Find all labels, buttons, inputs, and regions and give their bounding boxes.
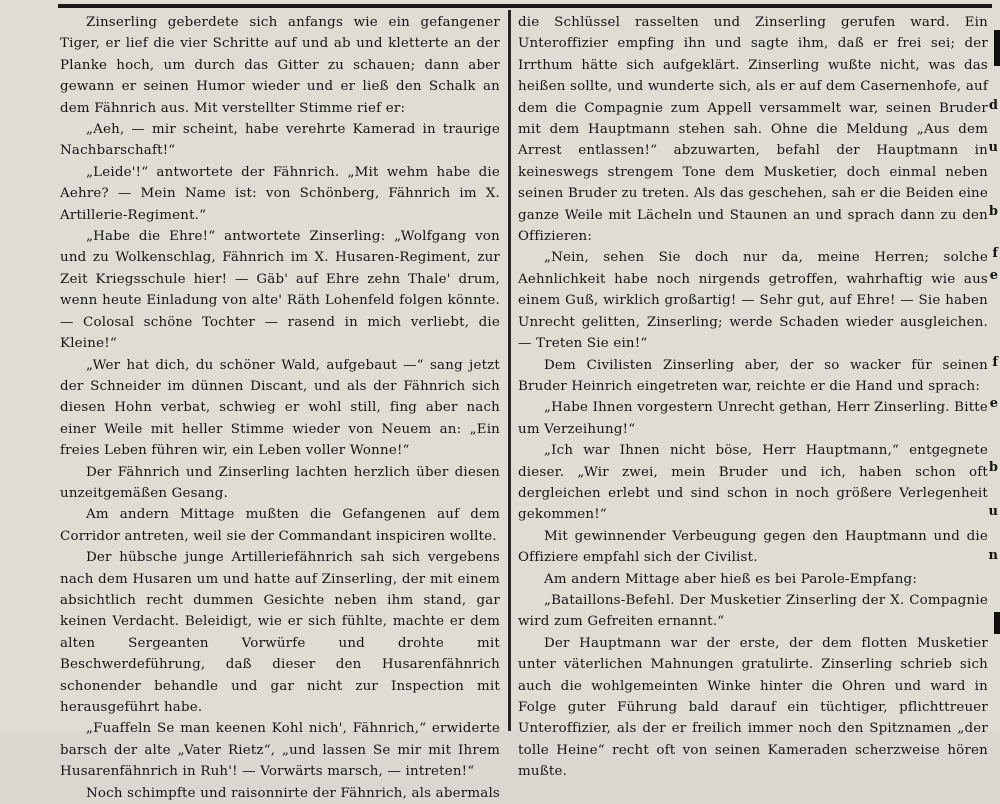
edge-letter: e (989, 396, 998, 411)
left-column (60, 12, 500, 801)
paragraph: „Leide'!“ antwortete der Fähnrich. „Mit wehm habe die Aehre? — Mein Name ist: von Schönberg, Fähnrich im X. Artillerie-Regiment.“ (60, 164, 500, 223)
top-rule (58, 4, 992, 8)
edge-mark (994, 612, 1000, 634)
edge-letter: b (988, 460, 998, 475)
column-rule (508, 10, 511, 731)
right-column (518, 12, 988, 780)
paragraph: „Habe die Ehre!“ antwortete Zinserling: „Wolfgang von und zu Wolkenschlag, Fähnrich im X. Husaren-Regiment, zur Zeit Kriegsschule hier! — Gäb' auf Ehre zehn Thale' drum, wenn heute Einladung von alte' Räth Lohenfeld folgen könnte. — Colosal schöne Tochter — rasend in mich verliebt, die Kleine!“ (60, 229, 500, 352)
paragraph: „Aeh, — mir scheint, habe verehrte Kamerad in traurige Nachbarschaft!“ (60, 122, 500, 159)
paragraph: „Wer hat dich, du schöner Wald, aufgebaut —“ sang jetzt der Schneider im dünnen Discant, und als der Fähnrich sich diesen Hohn verbat, schwieg er wohl still, fing aber nach einer Weile mit heller Stimme wieder von Neuem an: „Ein freies Leben führen wir, ein Leben voller Wonne!“ (60, 357, 500, 459)
paragraph: Dem Civilisten Zinserling aber, der so wacker für seinen Bruder Heinrich eingetreten war, reichte er die Hand und sprach: (518, 357, 988, 394)
edge-letter: u (988, 140, 998, 155)
paragraph: „Nein, sehen Sie doch nur da, meine Herren; solche Aehnlichkeit habe noch nirgends getroffen, wahrhaftig wie aus einem Guß, wirklich großartig! — Sehr gut, auf Ehre! — Sie haben Unrecht gelitten, Zinserling; werde Schaden wieder ausgleichen. — Treten Sie ein!“ (518, 250, 988, 352)
paragraph: Zinserling geberdete sich anfangs wie ein gefangener Tiger, er lief die vier Schritte auf und ab und kletterte an der Planke hoch, um durch das Gitter zu schauen; dann aber gewann er seinen Humor wieder und er ließ den Schalk an dem Fähnrich aus. Mit verstellter Stimme rief er: (60, 15, 500, 116)
edge-letter: b (988, 204, 998, 219)
paragraph: „Habe Ihnen vorgestern Unrecht gethan, Herr Zinserling. Bitte um Verzeihung!“ (518, 400, 988, 437)
edge-letter: n (988, 548, 998, 563)
edge-letter: d (988, 98, 998, 113)
paragraph: Der hübsche junge Artilleriefähnrich sah sich vergebens nach dem Husaren um und hatte auf Zinserling, der mit einem absichtlich recht dummen Gesichte neben ihm stand, gar keinen Verdacht. Beleidigt, wie er sich fühlte, machte er dem alten Sergeanten Vorwürfe und drohte mit Beschwerdeführung, daß dieser den Husarenfähnrich schonender behandle und gar nicht zur Inspection mit herausgeführt habe. (60, 550, 500, 715)
edge-letter: u (988, 504, 998, 519)
edge-mark (994, 30, 1000, 66)
paragraph: „Ich war Ihnen nicht böse, Herr Hauptmann,“ entgegnete dieser. „Wir zwei, mein Bruder und ich, haben schon oft dergleichen erlebt und sind schon in noch größere Verlegenheit gekommen!“ (518, 443, 988, 523)
paragraph: die Schlüssel rasselten und Zinserling gerufen ward. Ein Unteroffizier empfing ihn und sagte ihm, daß er frei sei; der Irrthum hätte sich aufgeklärt. Zinserling wußte nicht, was das heißen sollte, und wunderte sich, als er auf dem Casernenhofe, auf dem die Compagnie zum Appell versammelt war, seinen Bruder mit dem Hauptmann stehen sah. Ohne die Meldung „Aus dem Arrest entlassen!“ abzuwarten, befahl der Hauptmann in keineswegs strengem Tone dem Musketier, doch einmal neben seinen Bruder zu treten. Als das geschehen, sah er die Beiden eine ganze Weile mit Lächeln und Staunen an und sprach dann zu den Offizieren: (518, 15, 988, 245)
edge-letter: e (989, 268, 998, 283)
paragraph: Der Hauptmann war der erste, der dem flotten Musketier unter väterlichen Mahnungen gratulirte. Zinserling schrieb sich auch die wohlgemeinten Winke hinter die Ohren und ward in Folge guter Führung bald darauf ein tüchtiger, pflichttreuer Unteroffizier, als der er freilich immer noch den Spitznamen „der tolle Heine“ recht oft von seinen Kameraden scherzweise hören mußte. (518, 635, 988, 780)
paragraph: „Bataillons-Befehl. Der Musketier Zinserling der X. Compagnie wird zum Gefreiten ernannt.“ (518, 592, 988, 630)
paragraph: Mit gewinnender Verbeugung gegen den Hauptmann und die Offiziere empfahl sich der Civilist. (518, 528, 988, 566)
edge-letter: f (992, 246, 998, 261)
paragraph: Noch schimpfte und raisonnirte der Fähnrich, als abermals (86, 785, 500, 801)
paragraph: Am andern Mittage mußten die Gefangenen auf dem Corridor antreten, weil sie der Commandant inspiciren wollte. (60, 507, 500, 544)
paragraph: Am andern Mittage aber hieß es bei Parole-Empfang: (544, 571, 918, 587)
paragraph: „Fuaffeln Se man keenen Kohl nich', Fähnrich,“ erwiderte barsch der alte „Vater Rietz“, „und lassen Se mir mit Ihrem Husarenfähnrich in Ruh'! — Vorwärts marsch, — intreten!“ (60, 721, 500, 780)
paragraph: Der Fähnrich und Zinserling lachten herzlich über diesen unzeitgemäßen Gesang. (60, 464, 500, 501)
edge-letter: f (992, 355, 998, 370)
